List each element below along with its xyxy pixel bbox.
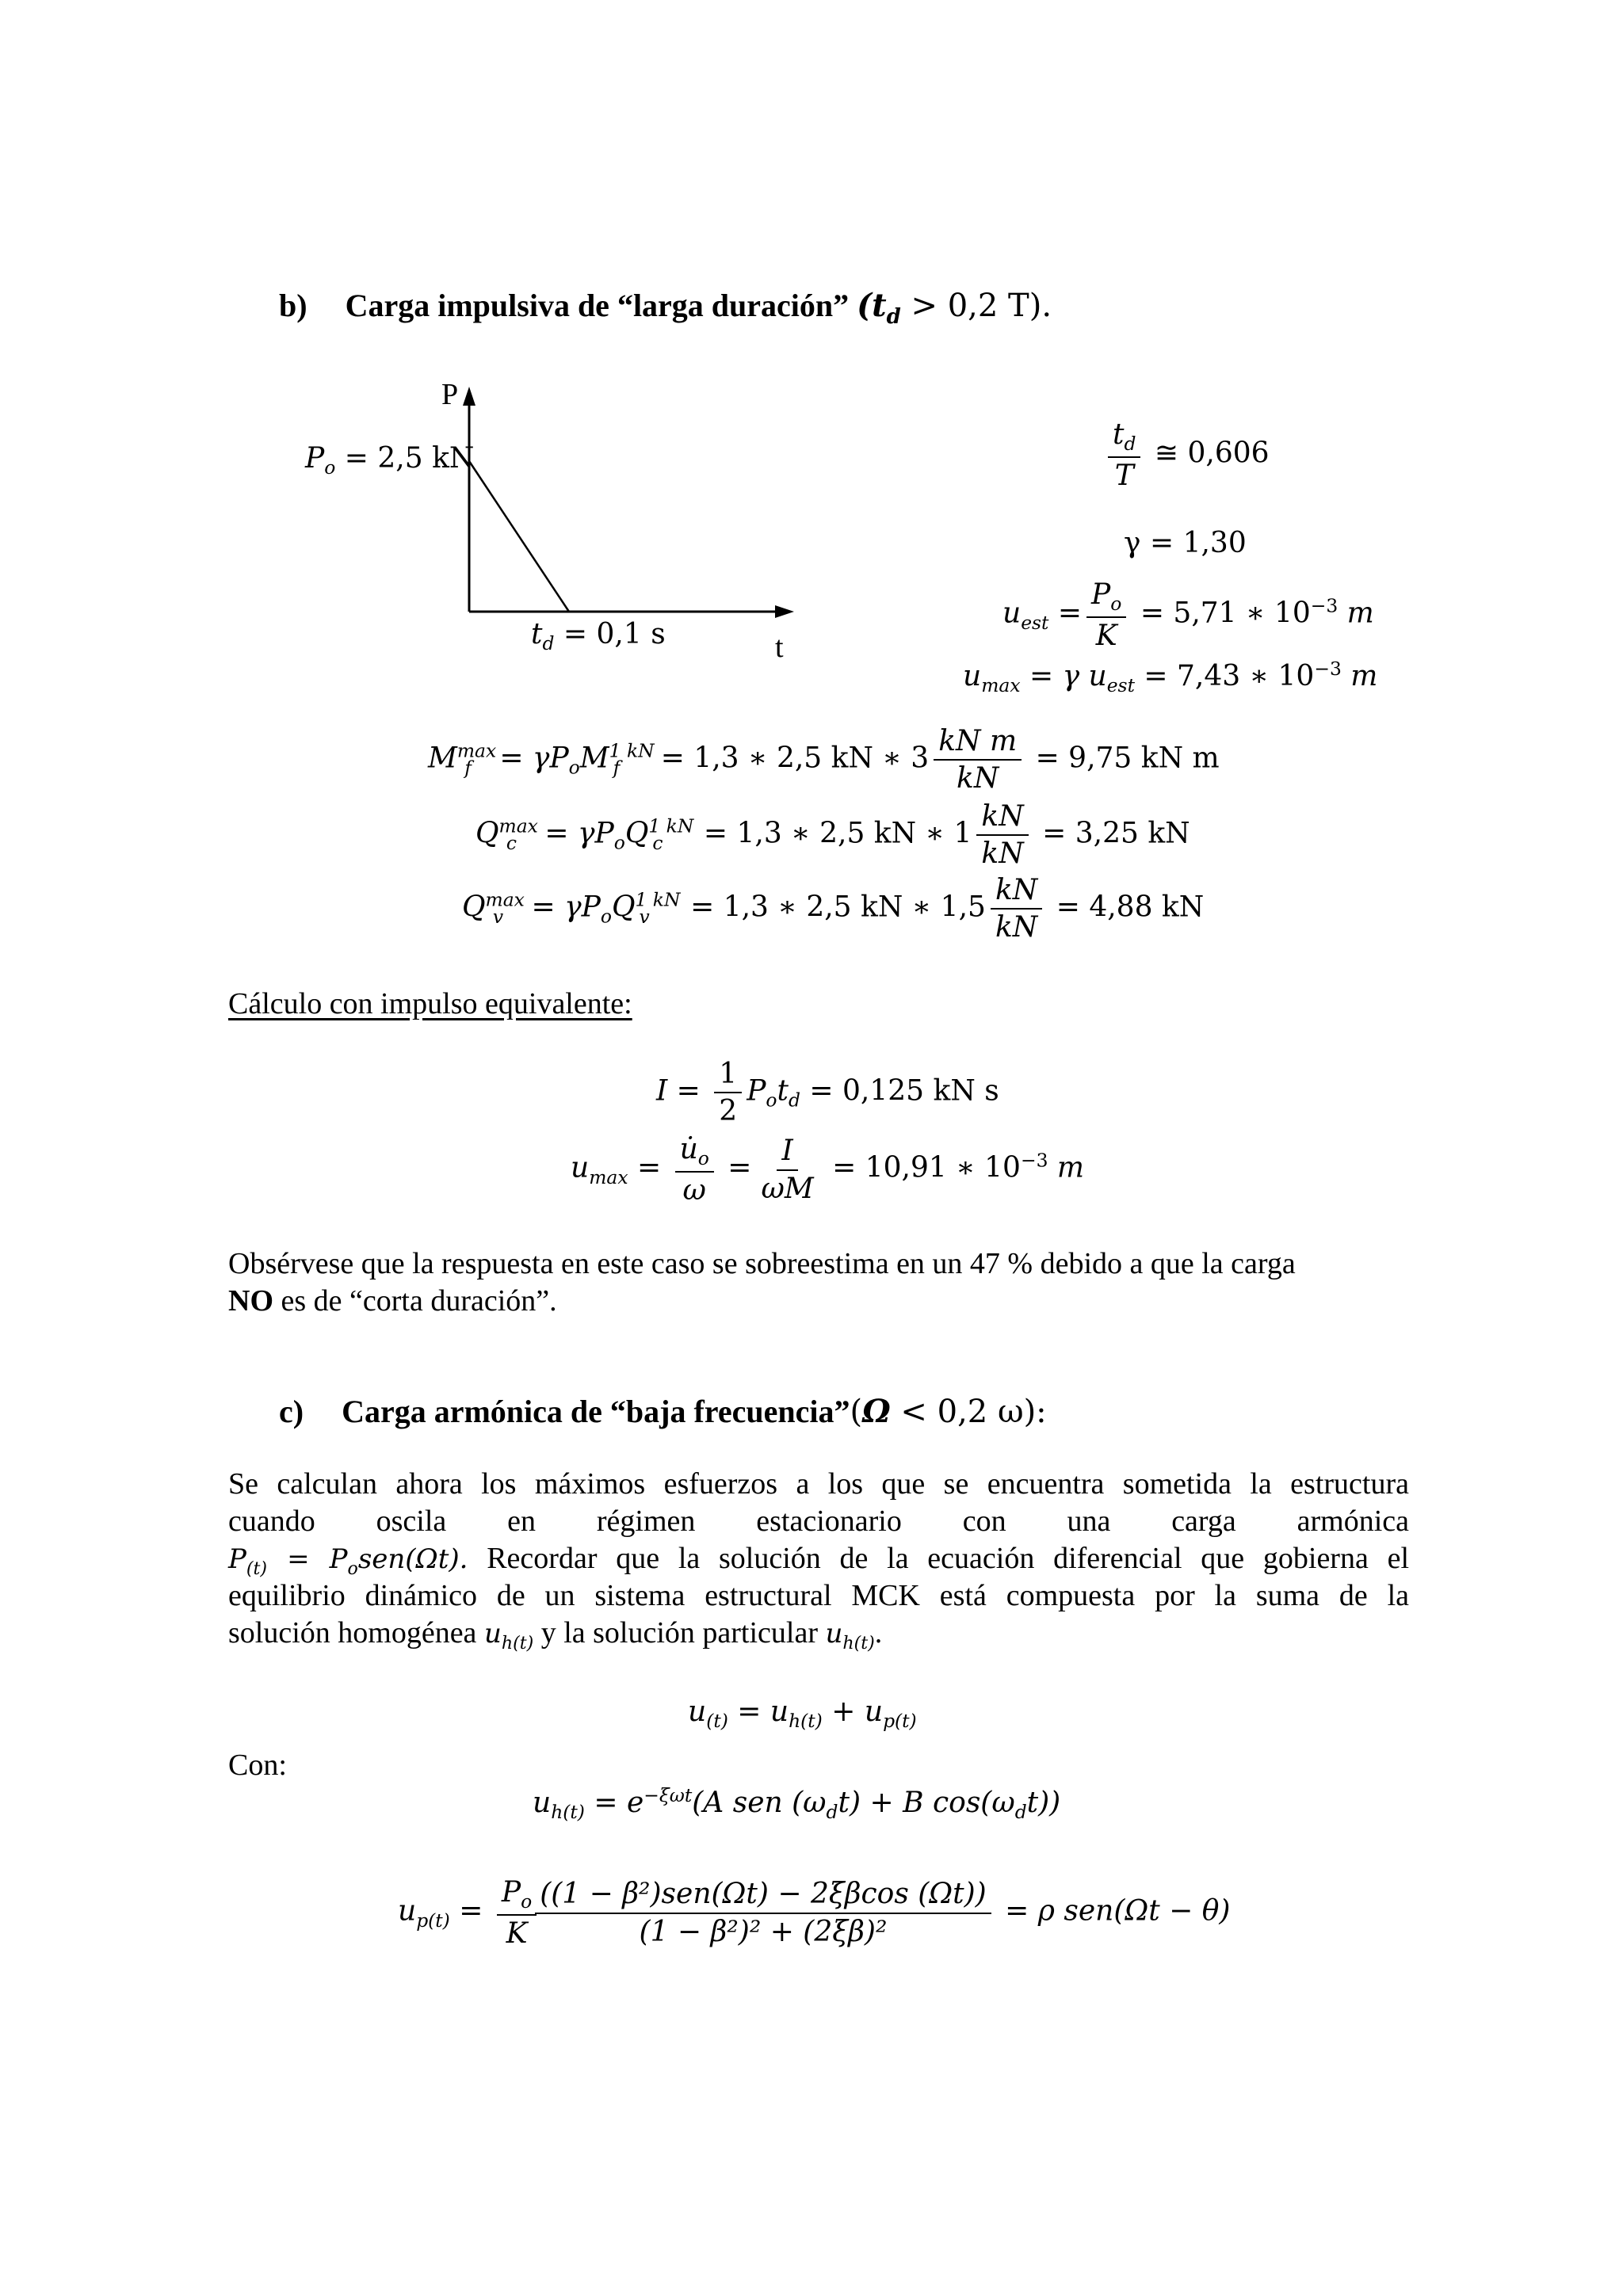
- impulse-equation: I = $\frac{1}{2}$ $P_ot_d = 0,125$ kN s: [656, 1058, 999, 1128]
- t-axis-label: t: [775, 631, 784, 664]
- section-b-heading: b) Carga impulsiva de “larga duración” ($t_d > 0,2$ T).: [279, 287, 1052, 329]
- u-est-equation: $u_{est}$ = $\frac{P_o}{K}$ = 5,71 ∗ $10^{-3}$ m: [1002, 578, 1374, 653]
- mf-max-equation: $M^{max}_f = \gamma P_oM^{1 kN}_f = 1,3$ ∗ 2,5 kN ∗ 3 $\frac{\text{kN m}}{kN}$ = 9,75 kN m: [428, 725, 1220, 795]
- p-axis-arrow: [463, 387, 475, 406]
- con-label: Con:: [228, 1749, 287, 1782]
- section-b-title: Carga impulsiva de “larga duración”: [345, 288, 857, 323]
- section-c-heading: c) Carga armónica de “baja frecuencia”(Ω < 0,2 ω):: [279, 1393, 1047, 1430]
- section-c-label: c): [279, 1394, 304, 1429]
- paragraph-c-line-3: $P_{(t)} = P_osen(\Omega t)$. Recordar que la solución de la ecuación diferencial que gobierna el: [228, 1542, 1409, 1579]
- paragraph-c-line-1: Se calculan ahora los máximos esfuerzos a los que se encuentra sometida la estructura: [228, 1467, 1409, 1501]
- gamma-value: γ = 1,30: [1124, 527, 1247, 559]
- u-max-equation: $u_{max} = \gamma$ $u_{est} = 7,43$ ∗ $10^{-3}$ m: [963, 658, 1378, 697]
- impulse-heading: Cálculo con impulso equivalente:: [228, 987, 632, 1020]
- section-b-cond: (t: [857, 287, 887, 324]
- po-label: $P_o = 2,5$ kN: [305, 442, 475, 479]
- paragraph-c-line-2: cuando oscila en régimen estacionario con una carga armónica: [228, 1505, 1409, 1538]
- load-triangle-line: [469, 461, 569, 612]
- td-over-t-ratio: $\frac{t_d}{T}$ ≅ 0,606: [1103, 418, 1270, 492]
- qc-max-equation: $Q^{max}_c = \gamma P_oQ^{1 kN}_c = 1,3$ ∗ 2,5 kN ∗ 1 $\frac{kN}{kN}$ = 3,25 kN: [475, 800, 1190, 871]
- u-homogeneous-equation: $u_{h(t)} = e^{-\xi\omega t}(A$ sen $(\omega_dt) + B$ $\cos(\omega_dt)$): [533, 1784, 1061, 1824]
- section-c-title: Carga armónica de “baja frecuencia”: [342, 1394, 850, 1429]
- observation-line-2: NO es de “corta duración”.: [228, 1284, 557, 1318]
- t-axis-arrow: [775, 605, 794, 618]
- qv-max-equation: $Q^{max}_v = \gamma P_oQ^{1 kN}_v = 1,3$ ∗ 2,5 kN ∗ 1,5 $\frac{kN}{kN}$ = 4,88 kN: [462, 874, 1205, 944]
- section-b-label: b): [279, 288, 307, 323]
- td-label: $t_d = 0,1$ s: [531, 618, 666, 655]
- u-particular-equation: $u_{p(t)}$ = $\frac{P_o}{K}$ $\frac{\text{((1 − β²)sen(Ωt) − 2ξβcos (Ωt))}}{\text{(1 − β²)² + (2ξβ)²}}$ = ρ sen(Ωt − θ): [398, 1876, 1231, 1951]
- observation-line-1: Obsérvese que la respuesta en este caso se sobreestima en un 47 % debido a que la carga: [228, 1247, 1296, 1280]
- paragraph-c-line-5: solución homogénea $u_{h(t)}$ y la solución particular $u_{h(t)}$.: [228, 1616, 883, 1653]
- u-max-impulse-equation: $u_{max}$ = $\frac{u̇_o}{\omega}$ = $\frac{I}{\omega M}$ = 10,91 ∗ $10^{-3}$ m: [571, 1133, 1085, 1207]
- paragraph-c-line-4: equilibrio dinámico de un sistema estructural MCK está compuesta por la suma de la: [228, 1579, 1409, 1612]
- u-total-equation: $u_{(t)} = u_{h(t)} + u_{p(t)}$: [688, 1695, 917, 1733]
- p-axis-label: P: [441, 378, 459, 411]
